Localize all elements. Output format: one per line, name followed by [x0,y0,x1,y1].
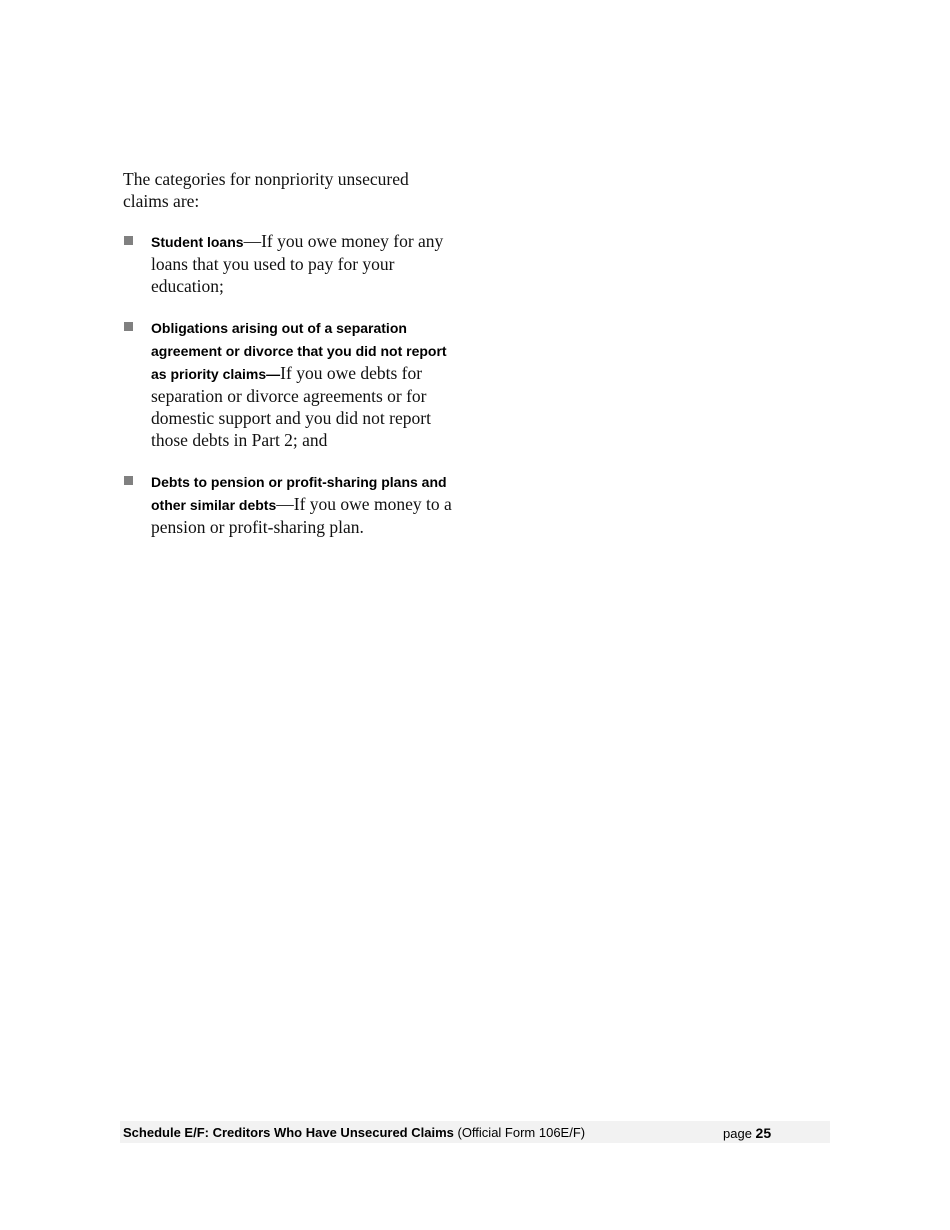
footer-page-label: page [723,1126,752,1141]
page-footer [120,1121,830,1143]
square-bullet-icon [124,236,133,245]
category-item-student-loans [123,230,458,297]
category-item-pension-debts [123,470,458,538]
category-term: Obligations arising out of a separation agreement or divorce that you did not report as priority claims [151,320,447,382]
main-content [123,168,458,557]
category-separator: — [266,366,281,382]
footer-form-title [123,1125,585,1140]
square-bullet-icon [124,322,133,331]
square-bullet-icon [124,476,133,485]
intro-paragraph: The categories for nonpriority unsecured claims are: [123,169,409,211]
footer-page-number: 25 [755,1125,772,1141]
category-list [123,230,458,538]
category-item-separation-obligations [123,316,458,451]
category-description: If you owe debts for separation or divorce agreements or for domestic support and you did not report those debts in Part 2; and [151,363,431,450]
category-description: If you owe money to a pension or profit-sharing plan. [151,494,452,537]
category-term: Debts to pension or profit-sharing plans and other similar debts [151,474,447,513]
category-separator: — [243,231,262,251]
category-term: Student loans [151,234,244,250]
category-description: If you owe money for any loans that you used to pay for your education; [151,231,444,296]
footer-form-number: (Official Form 106E/F) [457,1125,586,1140]
footer-title-text: Schedule E/F: Creditors Who Have Unsecured Claims [123,1125,454,1140]
category-separator: — [276,494,294,514]
footer-page-indicator [723,1125,771,1141]
